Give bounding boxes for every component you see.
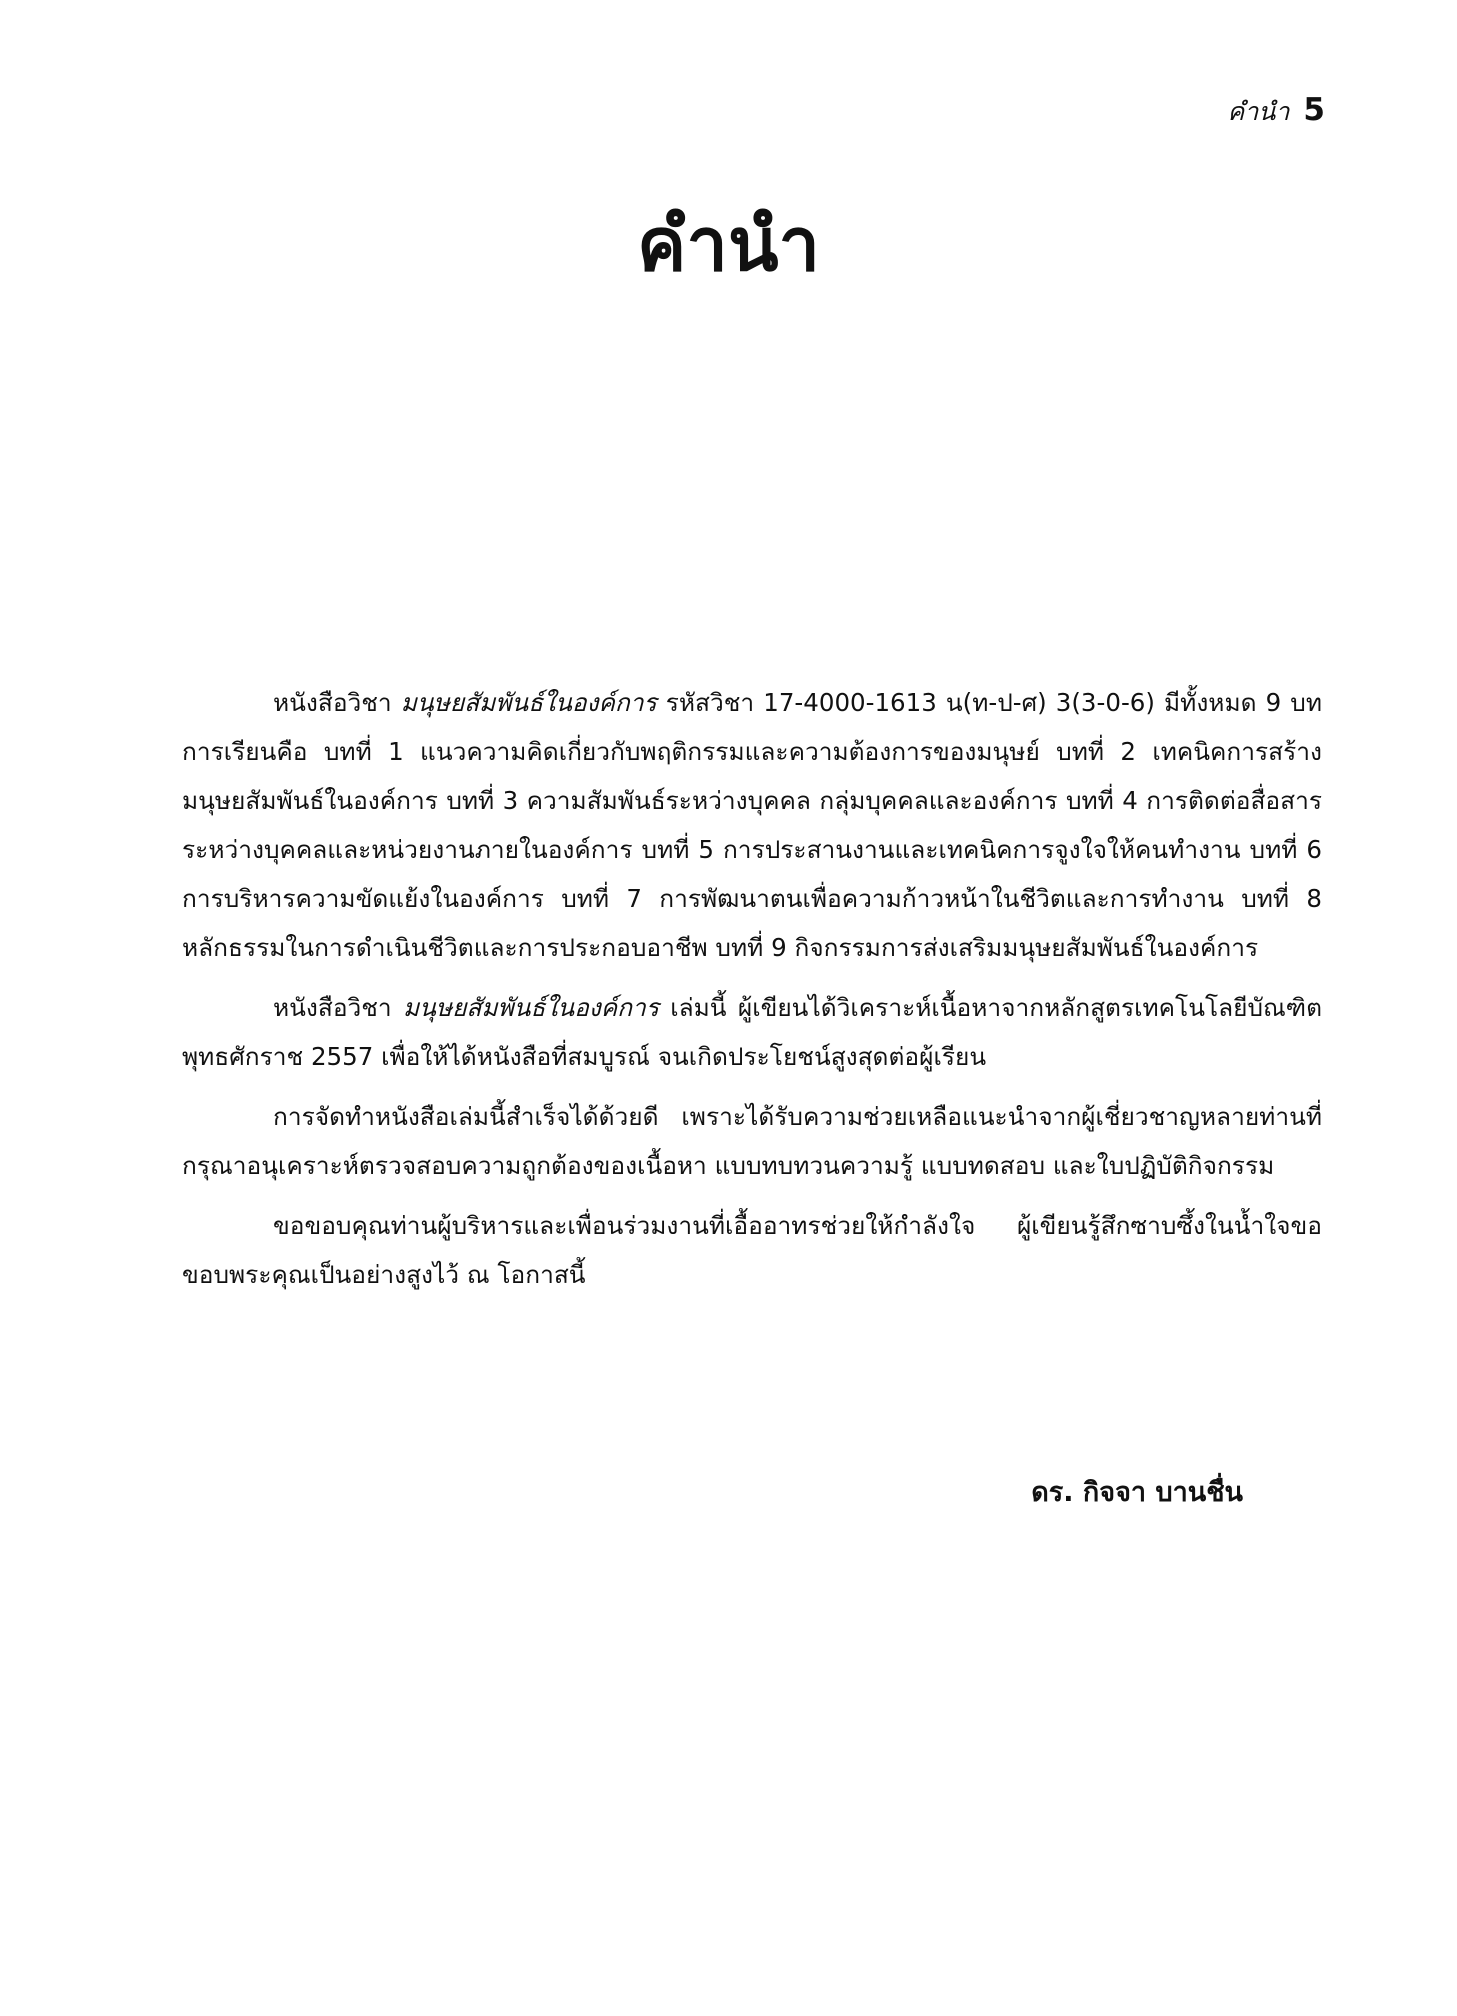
author-signature: ดร. กิจจา บานชื่น bbox=[1031, 1477, 1243, 1508]
paragraph-intro: หนังสือวิชา bbox=[273, 688, 401, 717]
running-header bbox=[1228, 92, 1325, 132]
paragraph-intro: หนังสือวิชา bbox=[273, 993, 404, 1022]
page-title: คำนำ bbox=[636, 202, 821, 288]
page-number: 5 bbox=[1303, 92, 1325, 128]
preface-body bbox=[182, 678, 1322, 1310]
book-title: มนุษยสัมพันธ์ในองค์การ bbox=[400, 688, 657, 717]
book-title: มนุษยสัมพันธ์ในองค์การ bbox=[403, 993, 659, 1022]
paragraph-curriculum bbox=[182, 983, 1322, 1081]
paragraph-acknowledgement-experts: การจัดทำหนังสือเล่มนี้สำเร็จได้ด้วยดี เพราะได้รับความช่วยเหลือแนะนำจากผู้เชี่ยวชาญหลายท่านที่กรุณาอนุเคราะห์ตรวจสอบความถูกต้องของเนื้อหา แบบทบทวนความรู้ แบบทดสอบ และใบปฏิบัติกิจกรรม bbox=[182, 1102, 1322, 1180]
running-header-section: คำนำ bbox=[1227, 97, 1290, 126]
paragraph-text: รหัสวิชา 17-4000-1613 น(ท-ป-ศ) 3(3-0-6) มีทั้งหมด 9 บท การเรียนคือ บทที่ 1 แนวความคิดเกี่ยวกับพฤติกรรมและความต้องการของมนุษย์ บทที่ 2 เทคนิคการสร้างมนุษยสัมพันธ์ในองค์การ บทที่ 3 ความสัมพันธ์ระหว่างบุคคล กลุ่มบุคคลและองค์การ บทที่ 4 การติดต่อสื่อสารระหว่างบุคคลและหน่วยงานภายในองค์การ บทที่ 5 การประสานงานและเทคนิคการจูงใจให้คนทำงาน บทที่ 6 การบริหารความขัดแย้งในองค์การ บทที่ 7 การพัฒนาตนเพื่อความก้าวหน้าในชีวิตและการทำงาน บทที่ 8 หลักธรรมในการดำเนินชีวิตและการประกอบอาชีพ บทที่ 9 กิจกรรมการส่งเสริมมนุษยสัมพันธ์ในองค์การ bbox=[182, 688, 1322, 962]
paragraph-acknowledgement-colleagues: ขอขอบคุณท่านผู้บริหารและเพื่อนร่วมงานที่เอื้ออาทรช่วยให้กำลังใจ ผู้เขียนรู้สึกซาบซึ้งในน้ำใจขอขอบพระคุณเป็นอย่างสูงไว้ ณ โอกาสนี้ bbox=[182, 1211, 1322, 1289]
paragraph-text: เล่มนี้ ผู้เขียนได้วิเคราะห์เนื้อหาจากหลักสูตรเทคโนโลยีบัณฑิต พุทธศักราช 2557 เพื่อให้ได้หนังสือที่สมบูรณ์ จนเกิดประโยชน์สูงสุดต่อผู้เรียน bbox=[182, 993, 1322, 1071]
paragraph-course-overview bbox=[182, 678, 1322, 972]
